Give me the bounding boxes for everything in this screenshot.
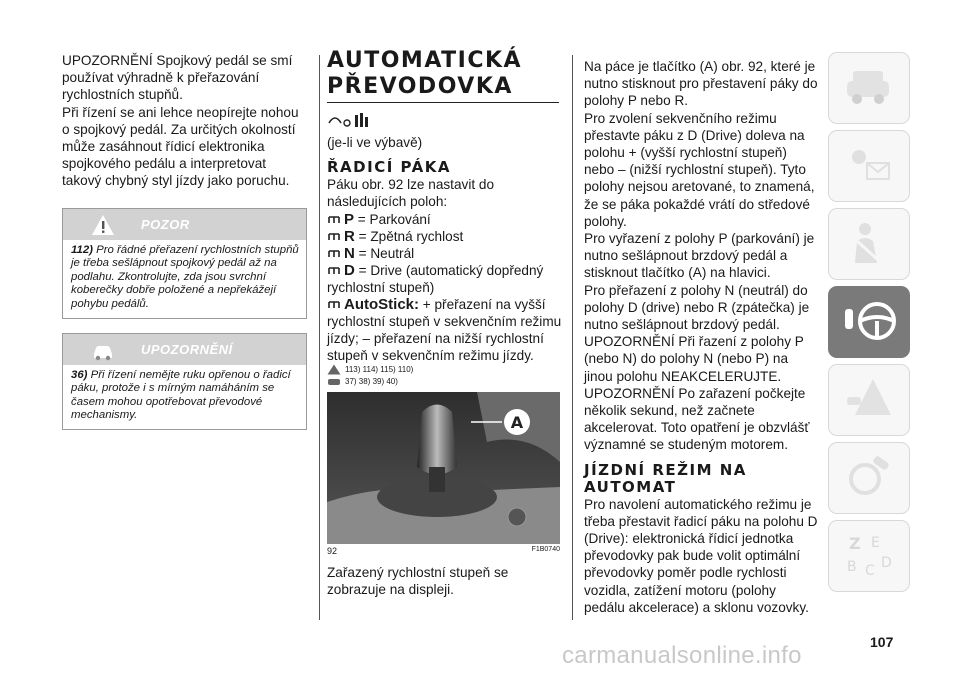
gear-lever-illustration xyxy=(327,392,560,544)
middle-column xyxy=(327,48,565,598)
svg-text:C: C xyxy=(865,563,875,579)
car-warning-icon xyxy=(91,339,115,361)
subheading: ŘADICÍ PÁKA xyxy=(327,158,451,177)
svg-text:B: B xyxy=(847,559,857,575)
chapter-tabs xyxy=(828,52,910,598)
warning-header xyxy=(63,334,306,365)
tab-safety[interactable] xyxy=(828,208,910,280)
lights-icon xyxy=(843,141,895,189)
service-icon xyxy=(843,453,895,501)
warning-header xyxy=(63,209,306,240)
warning-body xyxy=(63,240,306,318)
paragraph: Zařazený rychlostní stupeň se zobrazuje na displeji. xyxy=(327,564,509,597)
gearbox-icon xyxy=(327,232,341,242)
tab-emergency[interactable] xyxy=(828,442,910,514)
paragraph: Na páce je tlačítko (A) obr. 92, které je nutno stisknout pro přestavení páky do polohy P nebo R. xyxy=(584,59,818,109)
warning-triangle-icon xyxy=(327,364,341,375)
figure-label-a: A xyxy=(510,412,524,432)
safety-icon xyxy=(843,219,895,267)
warning-triangle-icon xyxy=(91,214,115,236)
gear-item: N = Neutrál xyxy=(327,245,565,262)
warning-number: 36) xyxy=(71,368,88,381)
gearbox-icon xyxy=(327,266,341,276)
figure-code: F1B0740 xyxy=(531,545,560,553)
paragraph: Pro navolení automatického režimu je třeba přestavit řadicí páku na polohu D (Drive): elektronická řídicí jednotka převodovky pak bude volit optimální převodovky poměr podle rychlosti vozidla, zatížení motoru (polohy pedálu akcelerace) a sklonu vozovky. xyxy=(584,496,818,615)
car-dashboard-icon xyxy=(843,63,895,111)
figure-caption xyxy=(327,546,560,556)
tab-dashboard[interactable] xyxy=(828,52,910,124)
warning-triangle-icon xyxy=(843,375,895,423)
tab-lights[interactable] xyxy=(828,130,910,202)
warning-title: POZOR xyxy=(141,216,190,232)
warning-text: Při řízení nemějte ruku opřenou o řadicí páku, protože i s mírným namáháním se časem mohou opotřebovat převodové mechanismy. xyxy=(71,368,291,422)
page-number: 107 xyxy=(870,634,894,650)
left-column xyxy=(62,52,307,430)
watermark: carmanualsonline.info xyxy=(562,642,802,669)
gear-item: AutoStick: + přeřazení na vyšší rychlostní stupeň v sekvenčním režimu jízdy; – přeřazení na nižší rychlostní stupeň v sekvenčním režimu jízdy. xyxy=(327,295,562,363)
car-warning-icon xyxy=(327,376,341,387)
gear-list xyxy=(327,211,565,364)
tab-starting-driving[interactable] xyxy=(828,286,910,358)
paragraph: UPOZORNĚNÍ Spojkový pedál se smí používat výhradně k přeřazování rychlostních stupňů. xyxy=(62,53,293,103)
gearbox-icon xyxy=(327,249,341,259)
paragraph: Pro přeřazení z polohy N (neutrál) do polohy D (drive) nebo R (zpátečka) je nutno sešlápnout brzdový pedál. xyxy=(584,282,810,333)
paragraph: Pro vyřazení z polohy P (parkování) je nutno sešlápnout brzdový pedál a stisknout tlačítko (A) na hlavici. xyxy=(584,231,815,281)
variant-icon xyxy=(327,111,373,129)
paragraph: Při řízení se ani lehce neopírejte nohou o spojkový pedál. Za určitých okolností může zasáhnout řídicí elektronika spojkového pedálu a interpretovat takový chybný styl jízdy jako poruchu. xyxy=(62,104,299,189)
gear-item: P = Parkování xyxy=(327,211,565,228)
paragraph: Páku obr. 92 lze nastavit do následujících poloh: xyxy=(327,177,495,210)
index-icon xyxy=(843,531,895,579)
steering-wheel-icon xyxy=(843,297,899,345)
figure-gear-lever xyxy=(327,392,560,544)
tab-index[interactable] xyxy=(828,520,910,592)
caution-refs: 37) 38) 39) 40) xyxy=(327,376,565,388)
subheading: JÍZDNÍ REŽIM NA AUTOMAT xyxy=(584,460,747,496)
figure-number: 92 xyxy=(327,545,338,556)
warning-title: UPOZORNĚNÍ xyxy=(141,341,233,357)
paragraph: Pro zvolení sekvenčního režimu přestavte páku z D (Drive) doleva na polohu + (vyšší rychlostní stupeň) nebo – (nižší rychlostní stupeň). Tyto polohy nejsou aretované, to znamená, že se páka pokaždé vrátí do středové polohy. xyxy=(584,110,815,229)
paragraph: UPOZORNĚNÍ Po zařazení počkejte několik sekund, než začnete akcelerovat. Toto opatření je obzvlášť významné se studeným motorem. xyxy=(584,385,810,453)
section-heading: AUTOMATICKÁ PŘEVODOVKA xyxy=(327,48,523,99)
warning-number: 112) xyxy=(71,243,93,256)
gearbox-icon xyxy=(327,215,341,225)
heading-rule xyxy=(327,102,559,103)
tab-warnings[interactable] xyxy=(828,364,910,436)
column-divider xyxy=(572,55,573,620)
right-column xyxy=(584,58,820,616)
svg-text:Z: Z xyxy=(849,534,861,553)
warning-body xyxy=(63,365,306,429)
column-divider xyxy=(319,55,320,620)
gearbox-icon xyxy=(327,300,341,310)
paragraph: UPOZORNĚNÍ Při řazení z polohy P (nebo N) do polohy N (nebo P) na jinou polohu NEAKCELERUJTE. xyxy=(584,334,804,384)
warning-refs: 113) 114) 115) 110) xyxy=(327,364,565,376)
svg-text:D: D xyxy=(881,555,892,571)
gear-item: D = Drive (automatický dopředný rychlostní stupeň) xyxy=(327,261,544,295)
warning-text: Pro řádné přeřazení rychlostních stupňů je třeba sešlápnout spojkový pedál až na podlahu. Zkontrolujte, zda jsou svrchní koberečky dobře položené a nepřekážejí pohybu pedálů. xyxy=(71,243,299,310)
variant-note: (je-li ve výbavě) xyxy=(327,135,423,150)
gear-item: R = Zpětná rychlost xyxy=(327,228,565,245)
warning-box-pozor xyxy=(62,208,307,319)
svg-text:E: E xyxy=(871,535,880,551)
warning-box-upozorneni xyxy=(62,333,307,430)
